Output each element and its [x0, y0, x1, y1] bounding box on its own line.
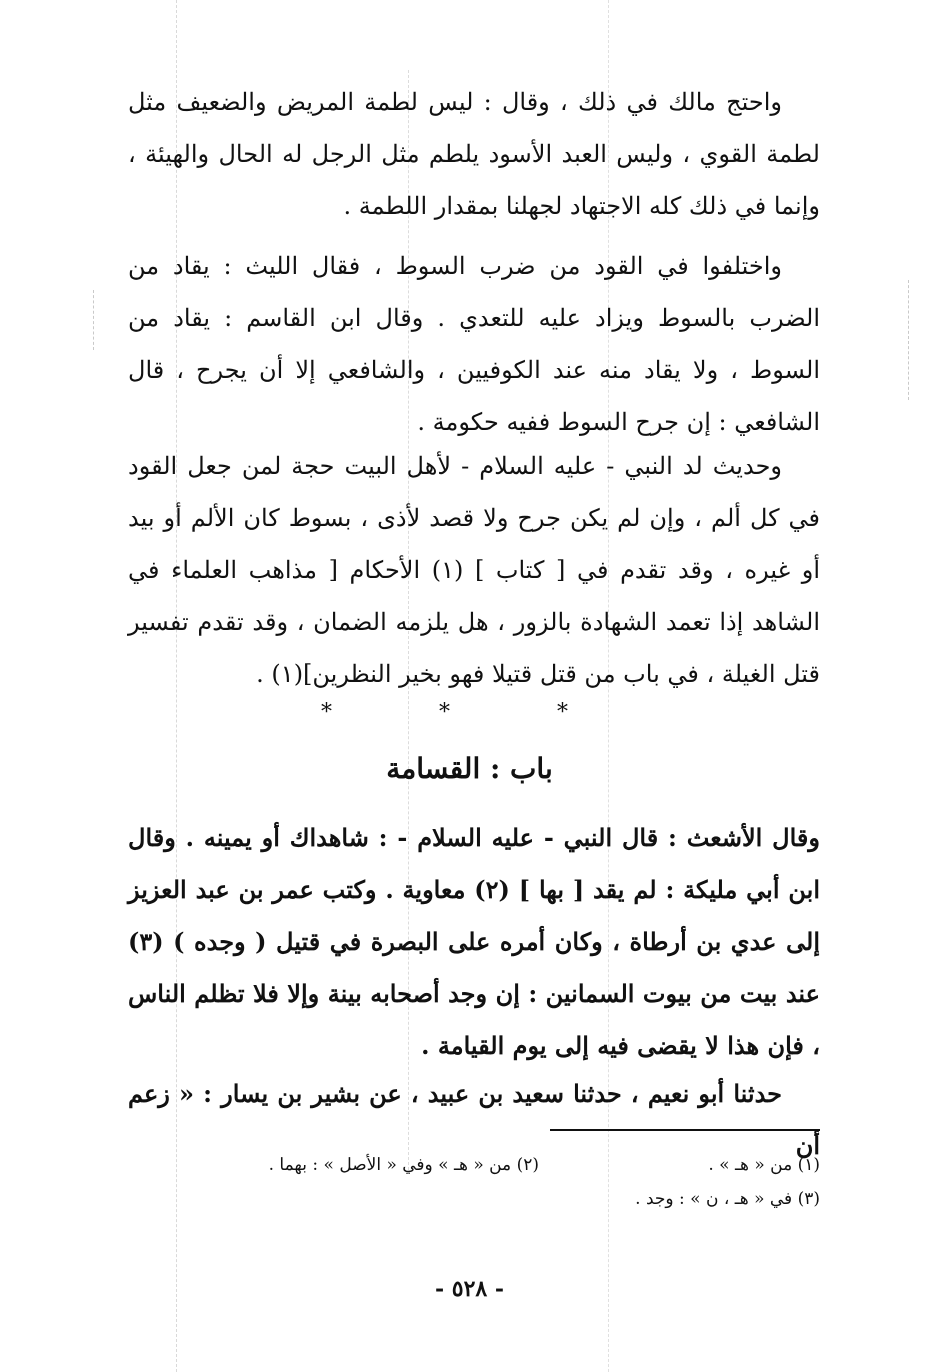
- section-separator: * * *: [321, 700, 618, 725]
- paragraph-qasama-narrations: وقال الأشعث : قال النبي - عليه السلام - : شاهداك أو يمينه . وقال ابن أبي مليكة : لم يقد [ بها ] (٢) معاوية . وكتب عمر بن عبد العزيز إلى عدي بن أرطاة ، وكان أمره على البصرة في قتيل ( وجده ) (٣) عند بيت من بيوت السمانين : إن وجد أصحابه بينة وإلا فلا تظلم الناس ، فإن هذا لا يقضى فيه إلى يوم القيامة .: [128, 823, 820, 1060]
- paragraph-ladd-hadith: وحديث لد النبي - عليه السلام - لأهل البيت حجة لمن جعل القود في كل ألم ، وإن لم يكن جرح ولا قصد لأذى ، بسوط كان الألم أو بيد أو غيره ، وقد تقدم في [ كتاب ] (١) الأحكام [ مذاهب العلماء في الشاهد إذا تعمد الشهادة بالزور ، هل يلزمه الضمان ، وقد تقدم تفسير قتل الغيلة ، في باب من قتل قتيلا فهو بخير النظرين](١) .: [128, 452, 820, 688]
- scan-artifact-line: [908, 280, 909, 400]
- section-title: باب : القسامة: [386, 752, 553, 785]
- footnote-2: (٢) من « هـ » وفي « الأصل » : بهما .: [268, 1155, 539, 1175]
- paragraph-whip-retaliation: واختلفوا في القود من ضرب السوط ، فقال الليث : يقاد من الضرب بالسوط ويزاد عليه للتعدي . وقال ابن القاسم : يقاد من السوط ، ولا يقاد منه عند الكوفيين ، والشافعي إلا أن يجرح ، قال الشافعي : إن جرح السوط ففيه حكومة .: [128, 252, 820, 436]
- paragraph-malik-argument: واحتج مالك في ذلك ، وقال : ليس لطمة المريض والضعيف مثل لطمة القوي ، وليس العبد الأسود يلطم مثل الرجل له الحال والهيئة ، وإنما في ذلك كله الاجتهاد لجهلنا بمقدار اللطمة .: [128, 88, 820, 220]
- footnote-divider: [550, 1129, 820, 1131]
- footnote-1: (١) من « هـ » .: [708, 1155, 820, 1175]
- paragraph-hadith-chain: حدثنا أبو نعيم ، حدثنا سعيد بن عبيد ، عن بشير بن يسار : « زعم أن: [128, 1079, 820, 1160]
- page-number: - ٥٢٨ -: [434, 1276, 505, 1302]
- scan-artifact-line: [93, 290, 94, 350]
- footnote-3: (٣) في « هـ ، ن » : وجد .: [635, 1189, 820, 1209]
